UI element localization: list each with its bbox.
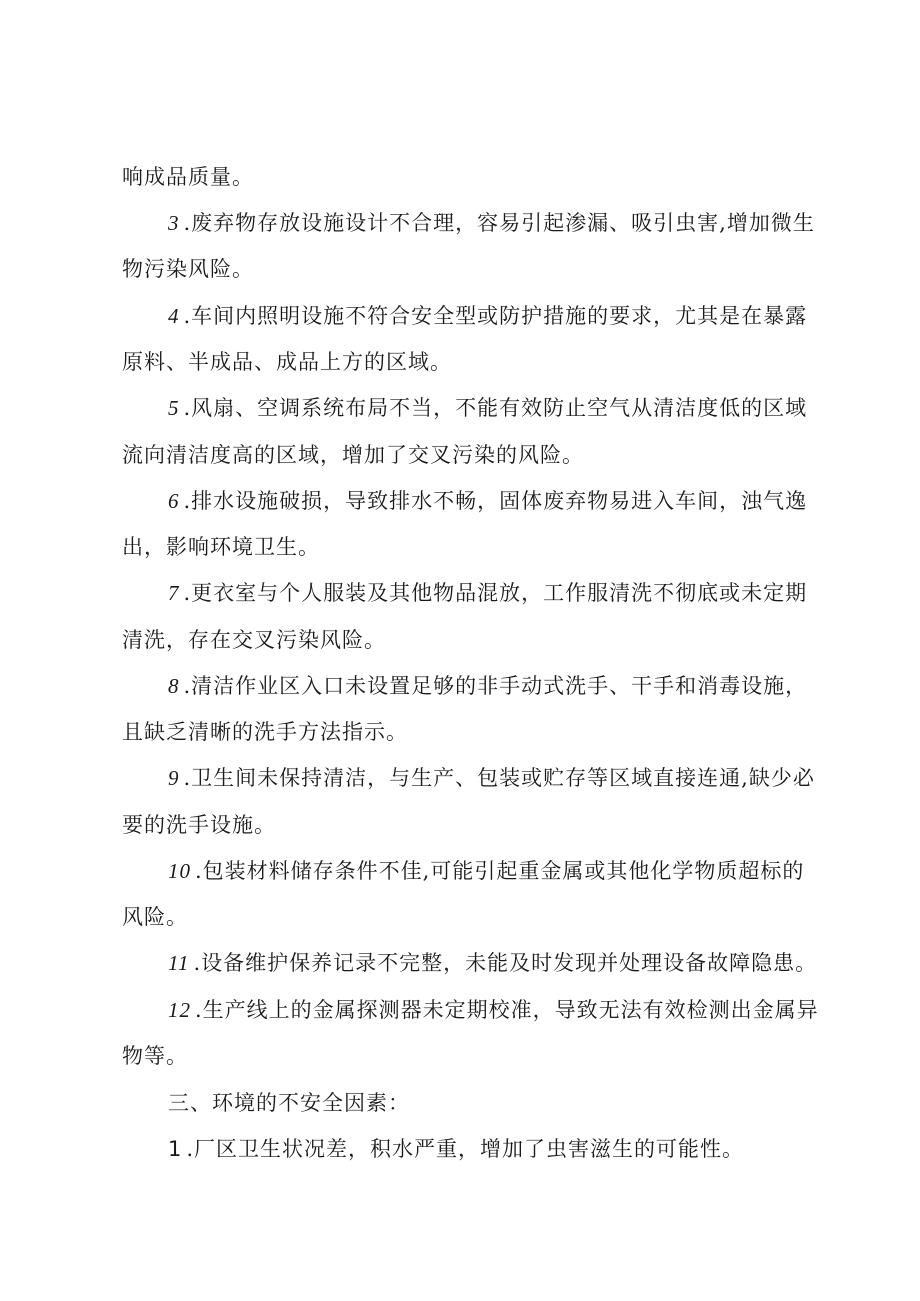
list-item-8 <box>168 671 807 701</box>
list-item-7-cont <box>122 625 386 655</box>
list-item-11 <box>168 948 817 978</box>
item-number: 3 <box>168 211 180 235</box>
item-number: 7 <box>168 581 180 605</box>
item-text: 清洗，存在交叉污染风险。 <box>122 628 386 652</box>
item-text: .设备维护保养记录不完整，未能及时发现并处理设备故障隐患。 <box>193 951 818 975</box>
item-text: .废弃物存放设施设计不合理，容易引起渗漏、吸引虫害,增加微生 <box>183 211 815 235</box>
section-heading <box>168 1088 410 1118</box>
list-item-6 <box>168 486 807 516</box>
list-item-5-cont <box>122 440 584 470</box>
item-text: .清洁作业区入口未设置足够的非手动式洗手、干手和消毒设施， <box>183 674 808 698</box>
list-item-6-cont <box>122 532 320 562</box>
item-text: .卫生间未保持清洁，与生产、包装或贮存等区域直接连通,缺少必 <box>183 766 815 790</box>
list-item-9 <box>168 763 815 793</box>
list-item-3 <box>168 208 815 238</box>
list-item-4 <box>168 301 807 331</box>
list-item-8-cont <box>122 717 408 747</box>
env-list-item-1 <box>168 1134 744 1164</box>
list-item-3-cont <box>122 254 254 284</box>
item-text: .厂区卫生状况差，积水严重，增加了虫害滋生的可能性。 <box>186 1137 745 1161</box>
section-heading-text: 三、环境的不安全因素： <box>168 1091 410 1115</box>
item-text: 原料、半成品、成品上方的区域。 <box>122 350 452 374</box>
item-text: 流向清洁度高的区域，增加了交叉污染的风险。 <box>122 443 584 467</box>
item-text: 出，影响环境卫生。 <box>122 535 320 559</box>
list-item-10 <box>168 856 804 886</box>
item-number: 4 <box>168 304 180 328</box>
item-text: .风扇、空调系统布局不当，不能有效防止空气从清洁度低的区域 <box>183 396 808 420</box>
item-number: 8 <box>168 674 180 698</box>
item-number: 9 <box>168 766 180 790</box>
item-text: .车间内照明设施不符合安全型或防护措施的要求，尤其是在暴露 <box>183 304 808 328</box>
list-item-7 <box>168 578 807 608</box>
item-text: 风险。 <box>122 905 188 929</box>
item-text: .更衣室与个人服装及其他物品混放，工作服清洗不彻底或未定期 <box>183 581 808 605</box>
item-number: 5 <box>168 396 180 420</box>
list-item-10-cont <box>122 902 188 932</box>
item-text: .包装材料储存条件不佳,可能引起重金属或其他化学物质超标的 <box>195 859 805 883</box>
paragraph-continuation <box>122 162 254 192</box>
item-text: 要的洗手设施。 <box>122 813 276 837</box>
item-text: 物等。 <box>122 1044 188 1068</box>
list-item-12 <box>168 995 819 1025</box>
list-item-4-cont <box>122 347 452 377</box>
item-number: 1 <box>168 1137 183 1161</box>
paragraph-text: 响成品质量。 <box>122 165 254 189</box>
list-item-9-cont <box>122 810 276 840</box>
item-number: 12 <box>168 998 191 1022</box>
item-number: 11 <box>168 951 190 975</box>
item-text: .排水设施破损，导致排水不畅，固体废弃物易进入车间，浊气逸 <box>183 489 808 513</box>
item-text: .生产线上的金属探测器未定期校准，导致无法有效检测出金属异 <box>195 998 819 1022</box>
item-text: 物污染风险。 <box>122 257 254 281</box>
list-item-5 <box>168 393 807 423</box>
item-number: 10 <box>168 859 191 883</box>
item-text: 且缺乏清晰的洗手方法指示。 <box>122 720 408 744</box>
list-item-12-cont <box>122 1041 188 1071</box>
item-number: 6 <box>168 489 180 513</box>
